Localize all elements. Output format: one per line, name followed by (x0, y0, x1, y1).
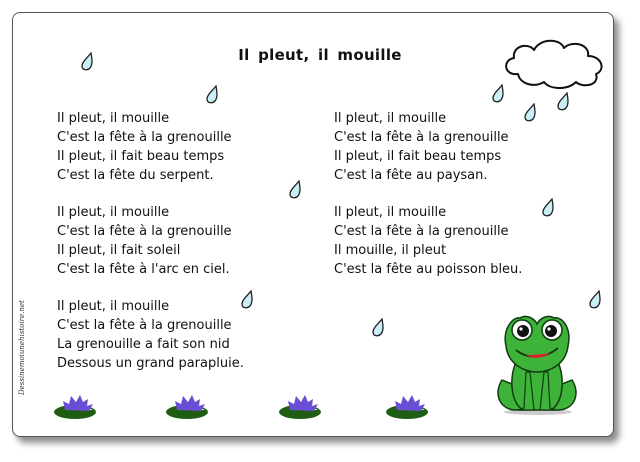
verse-line: C'est la fête à la grenouille (334, 224, 509, 239)
verse-line: Il pleut, il mouille (334, 205, 447, 220)
verse-line: La grenouille a fait son nid (57, 337, 230, 352)
water-lily-icon (385, 392, 433, 420)
verse-line: Dessous un grand parapluie. (57, 356, 244, 371)
stanza-1 (57, 109, 232, 185)
frog-icon (494, 310, 580, 416)
verse-line: Il pleut, il fait beau temps (57, 149, 225, 164)
verse-line: C'est la fête à la grenouille (57, 318, 232, 333)
raindrop-icon (491, 84, 505, 104)
raindrop-icon (288, 180, 302, 200)
verse-line: C'est la fête à la grenouille (57, 130, 232, 145)
verse-line: Il pleut, il mouille (57, 111, 170, 126)
raindrop-icon (205, 85, 219, 105)
verse-line: Il mouille, il pleut (334, 243, 447, 258)
verse-line: Il pleut, il mouille (57, 299, 170, 314)
stanza-4 (334, 109, 509, 185)
stanza-3 (57, 297, 244, 373)
stanza-2 (57, 203, 232, 279)
verse-line: C'est la fête à la grenouille (57, 224, 232, 239)
verse-line: C'est la fête au poisson bleu. (334, 262, 523, 277)
raindrop-icon (240, 290, 254, 310)
verse-line: Il pleut, il fait soleil (57, 243, 181, 258)
verse-line: C'est la fête du serpent. (57, 168, 214, 183)
raindrop-icon (541, 198, 555, 218)
water-lily-icon (165, 392, 213, 420)
poem-title: Il pleut, il mouille (238, 46, 402, 64)
verse-line: C'est la fête au paysan. (334, 168, 488, 183)
water-lily-icon (278, 392, 326, 420)
stanza-5 (334, 203, 522, 279)
raindrop-icon (80, 52, 94, 72)
raindrop-icon (556, 92, 570, 112)
verse-line: Il pleut, il mouille (57, 205, 170, 220)
cloud-icon (498, 34, 610, 92)
water-lily-icon (53, 392, 101, 420)
raindrop-icon (523, 103, 537, 123)
verse-line: C'est la fête à la grenouille (334, 130, 509, 145)
site-watermark: Dessinemoiunehistoire.net (18, 300, 26, 395)
verse-line: Il pleut, il fait beau temps (334, 149, 502, 164)
verse-line: Il pleut, il mouille (334, 111, 447, 126)
raindrop-icon (371, 318, 385, 338)
verse-line: C'est la fête à l'arc en ciel. (57, 262, 230, 277)
raindrop-icon (588, 290, 602, 310)
